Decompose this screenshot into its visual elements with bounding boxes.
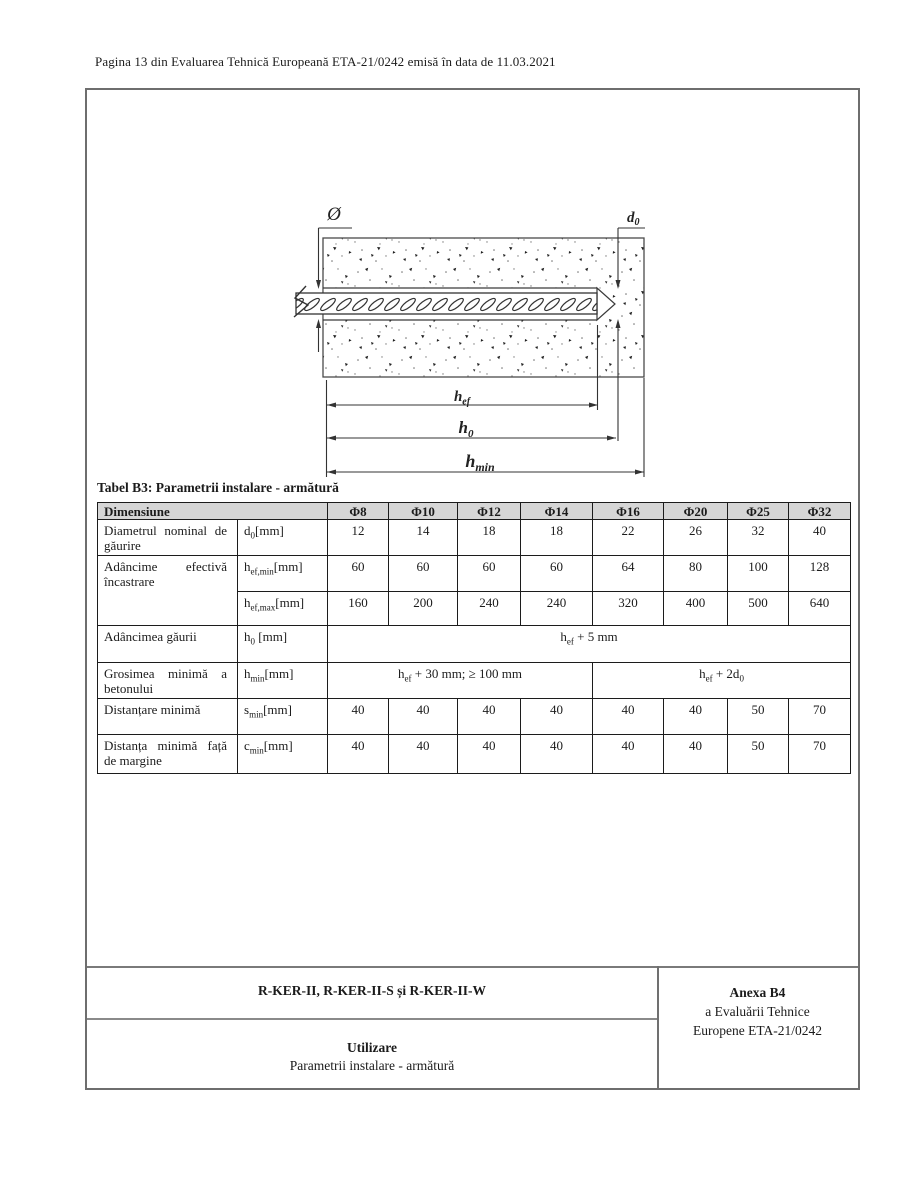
table-cell: 60 bbox=[389, 556, 458, 592]
table-cell: 240 bbox=[521, 592, 593, 626]
column-header-phi25: Φ25 bbox=[728, 503, 789, 520]
table-row-min-thickness bbox=[98, 663, 851, 699]
annex-line: a Evaluării Tehnice bbox=[705, 1004, 810, 1019]
row-symbol: $s_{min}[mm]$ bbox=[238, 699, 328, 735]
hmin-label: $h_{min}$ bbox=[465, 451, 495, 474]
column-header-phi32: Φ32 bbox=[789, 503, 851, 520]
header-row bbox=[98, 503, 851, 520]
page-header-text: Pagina 13 din Evaluarea Tehnică Europeană ETA-21/0242 emisă în data de 11.03.2021 bbox=[95, 54, 556, 69]
row-label: Grosimea minimă a betonului bbox=[98, 663, 238, 699]
table-cell: 40 bbox=[328, 699, 389, 735]
table-cell: 26 bbox=[664, 520, 728, 556]
footer-use-title: Utilizare bbox=[347, 1040, 397, 1055]
table-cell: 40 bbox=[789, 520, 851, 556]
installation-diagram bbox=[290, 195, 665, 485]
table-cell: 18 bbox=[521, 520, 593, 556]
table-cell: 400 bbox=[664, 592, 728, 626]
table-cell: 70 bbox=[789, 699, 851, 735]
table-cell: 160 bbox=[328, 592, 389, 626]
phi-label: Ø bbox=[327, 204, 341, 225]
row-symbol: $d_0[mm]$ bbox=[238, 520, 328, 556]
row-symbol: $h_{ef,min}[mm]$ bbox=[238, 556, 328, 592]
row-symbol: $h_0$ [mm] bbox=[238, 626, 328, 663]
table-cell: 40 bbox=[521, 735, 593, 774]
table-row-min-spacing bbox=[98, 699, 851, 735]
table-cell: 40 bbox=[458, 735, 521, 774]
table-cell: 240 bbox=[458, 592, 521, 626]
footer-annex-block bbox=[657, 983, 858, 1040]
h0-label: $h_0$ bbox=[458, 418, 474, 440]
table-cell: 80 bbox=[664, 556, 728, 592]
table-cell: 40 bbox=[328, 735, 389, 774]
table-cell: 40 bbox=[664, 735, 728, 774]
table-row-hef-min bbox=[98, 556, 851, 592]
table-cell: 60 bbox=[328, 556, 389, 592]
table-cell: 32 bbox=[728, 520, 789, 556]
footer-top-divider bbox=[87, 966, 858, 968]
table-cell: 40 bbox=[521, 699, 593, 735]
row-symbol: $h_{ef,max}[mm]$ bbox=[238, 592, 328, 626]
formula-cell: $h_{ef} + 30$ mm; ≥ 100 mm bbox=[328, 663, 593, 699]
column-header-phi20: Φ20 bbox=[664, 503, 728, 520]
table-row-hole-depth bbox=[98, 626, 851, 663]
table-cell: 50 bbox=[728, 699, 789, 735]
row-label: Diametrul nominal de găurire bbox=[98, 520, 238, 556]
table-cell: 14 bbox=[389, 520, 458, 556]
table-title: Tabel B3: Parametrii instalare - armătură bbox=[97, 480, 339, 495]
table-cell: 200 bbox=[389, 592, 458, 626]
row-symbol: $h_{min}[mm]$ bbox=[238, 663, 328, 699]
table-cell: 18 bbox=[458, 520, 521, 556]
table-cell: 64 bbox=[593, 556, 664, 592]
row-label: Distanțare minimă bbox=[98, 699, 238, 735]
table-cell: 128 bbox=[789, 556, 851, 592]
table-cell: 100 bbox=[728, 556, 789, 592]
column-header-dimension: Dimensiune bbox=[98, 503, 328, 520]
column-header-phi10: Φ10 bbox=[389, 503, 458, 520]
row-label: Distanța minimă față de margine bbox=[98, 735, 238, 774]
table-row-drill-diameter bbox=[98, 520, 851, 556]
column-header-phi14: Φ14 bbox=[521, 503, 593, 520]
row-label-embedment: Adâncime efectivă încastrare bbox=[98, 556, 238, 626]
column-header-phi8: Φ8 bbox=[328, 503, 389, 520]
annex-line: Europene ETA-21/0242 bbox=[692, 1023, 822, 1038]
table-cell: 40 bbox=[389, 735, 458, 774]
table-cell: 40 bbox=[458, 699, 521, 735]
table-cell: 640 bbox=[789, 592, 851, 626]
row-symbol: $c_{min}[mm]$ bbox=[238, 735, 328, 774]
d0-label: $d_0$ bbox=[627, 210, 640, 228]
table-cell: 320 bbox=[593, 592, 664, 626]
table-cell: 60 bbox=[458, 556, 521, 592]
table-cell: 500 bbox=[728, 592, 789, 626]
row-label: Adâncimea găurii bbox=[98, 626, 238, 663]
table-cell: 60 bbox=[521, 556, 593, 592]
table-row-min-edge-distance bbox=[98, 735, 851, 774]
annex-title: Anexa B4 bbox=[729, 985, 786, 1000]
content-frame bbox=[85, 88, 860, 1090]
table-cell: 50 bbox=[728, 735, 789, 774]
footer-left-divider bbox=[87, 1018, 657, 1020]
column-header-phi12: Φ12 bbox=[458, 503, 521, 520]
table-cell: 40 bbox=[593, 699, 664, 735]
hef-label: $h_{ef}$ bbox=[453, 389, 471, 408]
parameters-table bbox=[97, 502, 851, 774]
column-header-phi16: Φ16 bbox=[593, 503, 664, 520]
table-cell: 40 bbox=[389, 699, 458, 735]
table-cell: 12 bbox=[328, 520, 389, 556]
footer-product-names: R-KER-II, R-KER-II-S și R-KER-II-W bbox=[257, 983, 486, 998]
formula-cell: $h_{ef} + 5$ mm bbox=[328, 626, 851, 663]
table-cell: 70 bbox=[789, 735, 851, 774]
table-cell: 40 bbox=[593, 735, 664, 774]
formula-cell: $h_{ef} + 2d_0$ bbox=[593, 663, 851, 699]
footer-use-subtitle: Parametrii instalare - armătură bbox=[289, 1058, 455, 1073]
table-cell: 40 bbox=[664, 699, 728, 735]
table-cell: 22 bbox=[593, 520, 664, 556]
